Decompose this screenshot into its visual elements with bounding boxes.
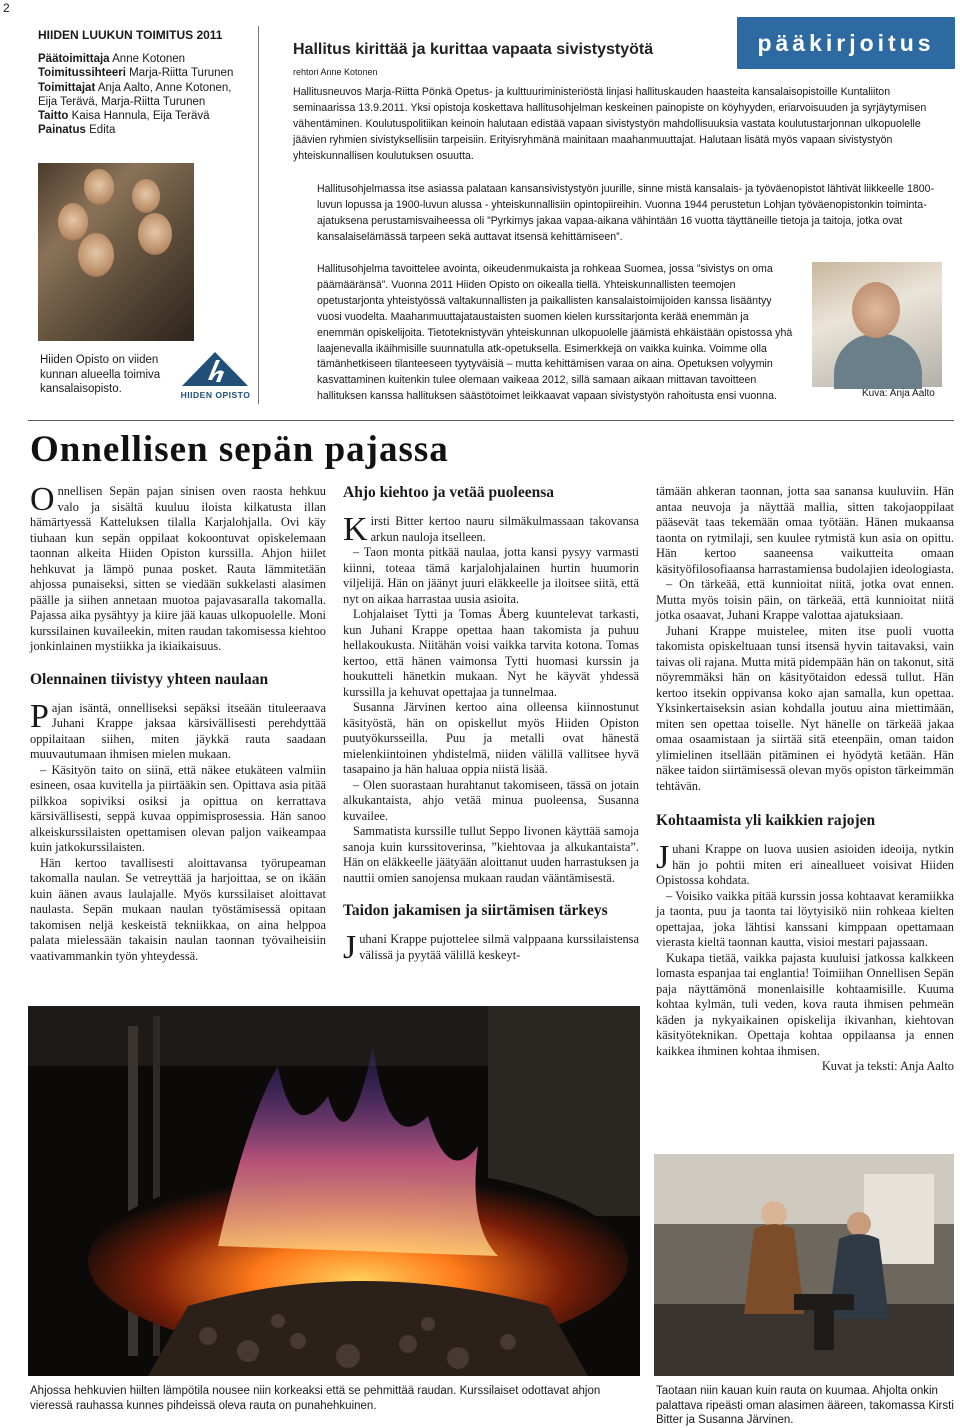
paragraph: – Taon monta pitkää naulaa, jotta kansi pysyy varmasti kiinni, toteaa tämä karjalohjalainen hurtin huumorin viljelijä. Hän on jäänyt juuri eläkkeelle ja iloitsee siitä, että nyt on aikaa harrastaa uusia asioita. — [343, 545, 639, 606]
editorial-banner: pääkirjoitus — [737, 17, 955, 69]
editorial-title: Hallitus kirittää ja kurittaa vapaata sivistystyötä — [293, 41, 654, 58]
editorial-paragraph: Hallitusneuvos Marja-Riitta Pönkä Opetus- ja kulttuuriministeriöstä linjasi hallituskauden haasteita kansalaisopistoille Kuntaliiton seminaarissa 13.9.2011. Yksi opistoja koskettava hallitusohjelman keskeinen painopiste on köyhyyden, eriarvoisuuden ja syrjäytymisen vähentäminen. Koulutuspolitiikan keinoin halutaan edistää vapaan sivistystyön mahdollisuuksia vastata koulutustarjonnan ulkopuolelle jäävien ryhmien sivistyksellisiin tarpeisiin. Erityisryhmänä mainitaan maahanmuuttajat. Halutaan lisätä myös vapaan sivistystyön yhteiskunnallisen koulutuksen osuutta. — [293, 86, 927, 162]
divider — [258, 26, 259, 404]
logo-text: HIIDEN OPISTO — [180, 390, 251, 400]
forge-caption: Ahjossa hehkuvien hiilten lämpötila nousee niin korkeaksi että se pehmittää raudan. Kurssilaiset odottavat ahjon vieressä rauhassa kunnes pihdeissä oleva rauta on punahehkuinen. — [30, 1385, 601, 1412]
section-divider — [28, 420, 954, 421]
article-column-3: tämään ahkeran taonnan, jotta saa sanansa kuuluviin. Hän antaa neuvoja ja näyttää mallia, sitten takojaoppilaat pääsevät taas tekemään omaa työtään. Hänen mukaansa taonta on rytmilaji, sen kuulee rytmistä kun asia on opittu. Hän kertoo saaneensa vaikutteita omaan käsityöfilosofiaansa harrastamiensa budolajien ideologiasta. – On tärkeää, että kunnioitat niitä, jotka ovat ennen. Mutta myös toisin päin, on tärkeää, että kunnioitat niitä jotka osaavat, Juhani Krappe valottaa ajatuksiaan. Juhani Krappe muistelee, miten itse puoli vuotta takomista opiskeltuaan tunsi itsensä hyvin taitavaksi, vain taivas oli rajana. Mutta mitä pidempään hän on takonut, sitä nöyremmäksi hän on käsityötaidon edessä tullut. Hän kertoo itsekin oppivansa koko ajan samalla, kun opettaa. Yksinkertaiseksin asian kohdalla joutuu aina miettimään, miten sen opettaa toiselle. Nyt hänelle on tärkeää jakaa omaa osaamistaan ja siirtää sitä eteenpäin, oman taidon ylimielinen itsellään pitäminen ei hyödytä ketään. Hän näkee taidon siirtämisessä olevan myös opiston tärkeimmän tehtävän. Kohtaamista yli kaikkien rajojen Juhani Krappe on luova uusien asioiden ideoija, nytkin hän jo pohtii miten eri aineallueet voisivat Hiiden Opistossa kohdata. – Voisiko vaikka pitää kurssin jossa kohtaavat keramiikka ja taonta, puu ja taonta tai löytyisikö niin rohkeaa kielten opettajaa, joka lähtisi kanssani kimppaan opettamaan vierasta kieltä taonnan kautta, visioi mestari pajassaan. Kukapa tietää, vaikka pajasta kuuluisi jatkossa kalkkeen lomasta espanjaa tai englantia! Toimiihan Onnellisen Sepän paja näyttämönä monenlaisille kohtaamisille. Kuuma kohtaa kylmän, tuli veden, kova rauta ihmisen pehmeän käden ja nykyaikainen opiskelija ikivanhan, kiehtovan käsityöteknikan. Opettaja kohtaa oppilaansa ja ennen kaikkea ihminen kohtaa ihmisen. Kuvat ja teksti: Anja Aalto — [656, 484, 954, 1073]
paragraph: Hän kertoo tavallisesti aloittavansa työrupeaman takomalla naulan. Se vetreyttää ja harjoittaa, se on ikään kuin äänen avaus laulajalle. Myös kurssilaiset aloittavat naulasta. Sepän mukaan naulan työstämisessä opitaan takomisen neljä keskeistä tekniikkaa, on aina helppoa palata mielessään takaisin naulan taonnan työvaiheisiin vaativammankin työn yhteydessä. — [30, 855, 326, 963]
staff-group-photo — [38, 163, 194, 341]
paragraph: Juhani Krappe muistelee, miten itse puoli vuotta takomista opiskeltuaan tunsi itsensä hyvin taitavaksi, vain taivas oli rajana. Mutta mitä pidempään hän on takonut, sitä nöyremmäksi hän on käsityötaidon edessä tullut. Hän kertoo itsekin oppivansa koko ajan samalla, kun opettaa. Yksinkertaiseksin asian kohdalla joutuu aina miettimään, miten sen opettaa toiselle. Nyt hänelle on tärkeää jakaa omaa osaamistaan ja siirtää sitä eteenpäin, oman taidon ylimielinen itsellään pitäminen ei hyödytä ketään. Hän näkee taidon siirtämisessä olevan myös opiston tärkeimmän tehtävän. — [656, 623, 954, 793]
paragraph: Lohjalaiset Tytti ja Tomas Åberg kuuntelevat tarkasti, kun Juhani Krappe opettaa haan takomista ja puhuu hellakoukusta. Niitähän voisi vaikka tarvita kotona. Tomas kertoo, että hänen vaimonsa Tytti huomasi kurssin ja houkutteli hänetkin mukaan. Nyt he käyvät yhdessä kurssilla ja kehuvat opettajaa ja tunnelmaa. — [343, 607, 639, 699]
credits-box — [38, 28, 250, 137]
paragraph: – Voisiko vaikka pitää kurssin jossa kohtaavat keramiikka ja taonta, puu ja taonta tai löytyisikö niin rohkeaa kielten opettajaa, joka lähtisi kanssani kimppaan opettamaan vierasta kieltä taonnan kautta, visioi mestari pajassaan. — [656, 888, 954, 949]
article-column-2: Ahjo kiehtoo ja vetää puoleensa Kirsti Bitter kertoo nauru silmäkulmassaan takovansa arkun nauloja itselleen. – Taon monta pitkää naulaa, jotta kansi pysyy varmasti kiinni, toteaa tämä karjalohjalainen hurtin huumorin viljelijä. Hän on jäänyt juuri eläkkeelle ja iloitsee siitä, että nyt on aikaa harrastaa uusia asioita. Lohjalaiset Tytti ja Tomas Åberg kuuntelevat tarkasti, kun Juhani Krappe opettaa haan takomista ja puhuu hellakoukusta. Niitähän voisi vaikka tarvita kotona. Tomas kertoo, että hänen vaimonsa Tytti huomasi kurssin ja houkutteli hänetkin mukaan. Nyt he käyvät yhdessä kurssilla ja kehuvat opettajaa ja tunnelmaa. Susanna Järvinen kertoo aina olleensa kiinnostunut käsityöstä, hän on opiskellut myös Hiiden Opiston puutyökursseilla. Puu ja metalli ovat hänestä mielenkiintoinen yhdistelmä, niiden välillä vallitsee hyvä tasapaino ja hän haluaa oppia niistä lisää. – Olen suorastaan hurahtanut takomiseen, tässä on jotain alkukantaista, ahjo vetää minua puoleensa, Susanna kuvailee. Sammatista kurssille tullut Seppo Iivonen käyttää samoja sanoja kuin kurssitoverinsa, ”kiehtovaa ja alkukantaista”. Hän on eläkkeelle jäätyään aloittanut uuden harrastuksen ja nauttii omien sanojensa mukaan raudan vääntämisestä. Taidon jakamisen ja siirtämisen tärkeys Juhani Krappe pujottelee silmä valppaana kurssilaistensa välissä ja pyytää välillä keskeyt- — [343, 484, 639, 966]
paragraph: Sammatista kurssille tullut Seppo Iivonen käyttää samoja sanoja kuin kurssitoverinsa, ”kiehtovaa ja alkukantaista”. Hän on eläkkeelle jäätyään aloittanut uuden harrastuksen ja nauttii omien sanojensa mukaan raudan vääntämisestä. — [343, 824, 639, 885]
photo-caption: Hiiden Opisto on viiden kunnan alueella toimiva kansalaisopisto. — [40, 354, 161, 395]
workshop-photo — [654, 1154, 954, 1376]
article-title: Onnellisen sepän pajassa — [30, 429, 449, 470]
editorial-paragraph: Hallitusohjelma tavoittelee avointa, oikeudenmukaista ja rohkeaa Suomea, jossa ”sivistys on oma päämääränsä”. Vuonna 2011 Hiiden Opisto on oikealla tiellä. Yhteiskunnallisten teemojen opetustarjonta yhteistyössä valtakunnallisten ja paikallisten kansalaistoimijoiden kanssa lisääntyy vuosi vuodelta. Maahanmuuttajataustaisten suomen kielen kurssitarjonta kerää enemmän ja enemmän opiskelijoita. Tietoteknistyvän yhteiskunnan ulkopuolelle jäämistä ehkäistään opistossa yhä laajenevalla ikäihmisille suunnatulla atk-opetuksella. Esimerkkejä on vaikka kuinka. Voimme olla tämänhetkiseen tilanteeseen tyytyväisiä – mutta kehittämisen varaa on aina. Opetuksen volyymin kasvattaminen kuitenkin tulee olemaan vaikeaa 2012, sillä samaan aikaan mittavan tavoitteen hallituksen kanssa hallituksen säästötoimet leikkaavat vapaan sivistystyön rahoitusta ensi vuonna. — [317, 263, 793, 403]
paragraph: – Käsityön taito on siinä, että näkee etukäteen valmiin esineen, osaa kuvitella ja piirtääkin sen. Opittava asia pitää pilkkoa sopiviksi osiksi ja opittua on kerrattava kärsivällisesti, seppä kuvaa oppimisprosessia. Hän sanoo alkeiskurssilaisten opettamisen olevan paljon vaikeampaa kuin jatkokurssilaisten. — [30, 762, 326, 854]
paragraph: Kukapa tietää, vaikka pajasta kuuluisi jatkossa kalkkeen lomasta espanjaa tai englantia! Toimiihan Onnellisen Sepän paja näyttämönä monenlaisille kohtaamisille. Kuuma kohtaa kylmän, tuli veden, kova rauta ihmisen pehmeän käden ja nykyaikainen opiskelija ikivanhan, kiehtovan käsityöteknikan. Opettaja kohtaa oppilaansa ja ennen kaikkea ihminen kohtaa ihmisen. — [656, 950, 954, 1058]
byline: Kuvat ja teksti: Anja Aalto — [821, 1059, 954, 1073]
editorial-author: rehtori Anne Kotonen — [293, 67, 378, 77]
subheading: Ahjo kiehtoo ja vetää puoleensa — [343, 484, 554, 501]
paragraph: – Olen suorastaan hurahtanut takomiseen, tässä on jotain alkukantaista, ahjo vetää minua puoleensa, Susanna kuvailee. — [343, 777, 639, 823]
editorial-paragraph: Hallitusohjelmassa itse asiassa palataan kansansivistystyön juurille, sinne mistä kansalais- ja työväenopistot lähtivät liikkeelle 1800-luvun lopussa ja 1900-luvun alussa - yhteiskunnallisiin opintopiireihin. Vuonna 1944 perustetun Lohjan työväenopistonkin toiminta-ajatuksena perustamisvaiheessa oli ”Pyrkimys jakaa vapaa-aikana vähintään 16 vuotta täyttäneille tietoja ja taitoja, jotka ovat kansalaiselämässä tarpeen sekä auttavat itsensä kehittämiseen”. — [317, 183, 935, 243]
credit-line: Toimittajat Anja Aalto, Anne Kotonen, Eija Terävä, Marja-Riitta Turunen — [38, 81, 232, 108]
subheading: Olennainen tiivistyy yhteen naulaan — [30, 670, 269, 688]
paragraph: Susanna Järvinen kertoo aina olleensa kiinnostunut käsityöstä, hän on opiskellut myös Hiiden Opiston puutyökursseilla. Puu ja metalli ovat hänestä mielenkiintoinen yhdistelmä, niiden välillä vallitsee hyvä tasapaino ja hän haluaa oppia niistä lisää. — [343, 700, 639, 776]
drop-cap: O — [30, 481, 55, 518]
drop-cap: J — [343, 929, 357, 966]
page-number: 2 — [3, 1, 10, 15]
paragraph: tämään ahkeran taonnan, jotta saa sanansa kuuluviin. Hän antaa neuvoja ja näyttää mallia, sitten takojaoppilaat pääsevät taas tekemään omaa työtään. Hänen mukaansa taonta on rytmilaji, sen kuulee rytmistä kun asia on opittu. Hän kertoo saaneensa vaikutteita omaan käsityöfilosofiaansa harrastamiensa budolajien ideologiasta. — [656, 484, 954, 576]
paragraph: – On tärkeää, että kunnioitat niitä, jotka ovat ennen. Mutta myös toisin päin, on tärkeää, että kunnioitat niitä jotka osaavat, Juhani Krappe valottaa ajatuksiaan. — [656, 577, 954, 622]
workshop-caption: Taotaan niin kauan kuin rauta on kuumaa. Ahjolta onkin palattava ripeästi oman alasimen ääreen, takomassa Kirsti Bitter ja Susanna Järvinen. — [656, 1385, 954, 1426]
forge-fire-photo — [28, 1006, 640, 1376]
drop-cap: J — [656, 839, 670, 876]
article-column-1: Onnellisen Sepän pajan sinisen oven raosta hehkuu valo ja sisältä kuuluu iloista kilkatusta illan hämärtyessä Katteluksen tilalla Karjalohjalla. Ovi käy tiuhaan kun sepän oppilaat kokoontuvat opiskelemaan taonnan alkeita Hiiden Opiston kurssilla. Ahjon hiilet hehkuvat ja lämpö punaa posket. Rauta lämmitetään ahjossa punaiseksi, sitten se viedään sukkelasti alasimen päälle ja siihen annetaan muotoa pajavasaralla takomalla. Pajassa aika pysähtyy ja kiire jää kauas ulkopuolelle. Moni kurssilainen kuvaileekin, miten raudan takomisessa kiehtoo jonkinlainen mystiikka ja ikiaikaisuus. Olennainen tiivistyy yhteen naulaan Pajan isäntä, onnelliseksi sepäksi itseään tituleeraava Juhani Krappe jaksaa kärsivällisesti perehdyttää oppilaitaan siihen, miten jäykkä rauta saadaan muuvautumaan ihmisen mielen mukaan. – Käsityön taito on siinä, että näkee etukäteen valmiin esineen, osaa kuvitella ja piirtääkin sen. Opittava asia pitää pilkkoa sopiviksi osiksi ja opittua on kerrattava kärsivällisesti, seppä kuvaa oppimisprosessia. Hän sanoo alkeiskurssilaisten opettamisen olevan paljon vaikeampaa kuin jatkokurssilaisten. Hän kertoo tavallisesti aloittavansa työrupeaman takomalla naulan. Se vetreyttää ja harjoittaa, se on ikään kuin äänen avaus laulajalle. Myös kurssilaiset aloittavat naulasta. Sepän mukaan naulan työstämisessä opitaan takomisen neljä keskeistä tekniikkaa, on aina helppoa palata mielessään takaisin naulan taonnan työvaiheisiin vaativammankin työn yhteydessä. — [30, 481, 326, 963]
credits-heading: HIIDEN LUUKUN TOIMITUS 2011 — [38, 28, 223, 42]
credit-line: Päätoimittaja Anne Kotonen — [38, 53, 186, 66]
subheading: Taidon jakamisen ja siirtämisen tärkeys — [343, 902, 608, 919]
photo-credit: Kuva: Anja Aalto — [862, 388, 935, 399]
rector-portrait — [812, 262, 942, 387]
credit-line: Painatus Edita — [38, 124, 116, 137]
drop-cap: K — [343, 511, 368, 548]
credit-line: Taitto Kaisa Hannula, Eija Terävä — [38, 110, 210, 123]
subheading: Kohtaamista yli kaikkien rajojen — [656, 812, 876, 829]
drop-cap: P — [30, 697, 49, 735]
credit-line: Toimitussihteeri Marja-Riitta Turunen — [38, 67, 234, 80]
